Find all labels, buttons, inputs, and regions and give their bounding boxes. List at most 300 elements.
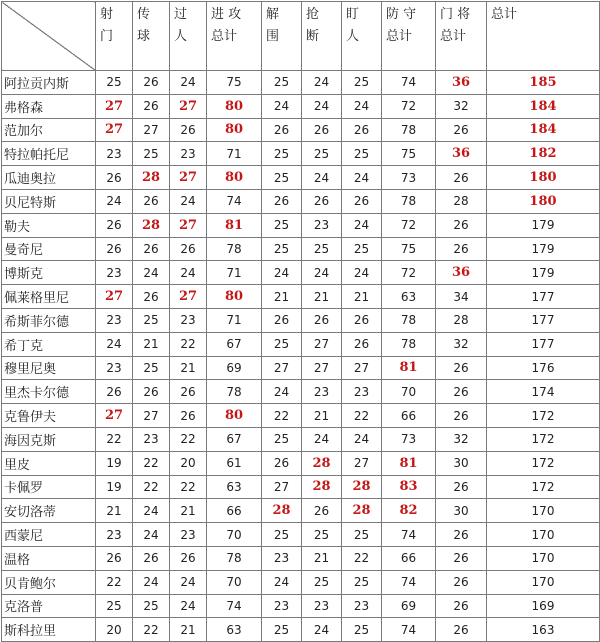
stat-cell: 24 bbox=[170, 71, 207, 95]
table-body bbox=[2, 71, 600, 642]
stat-cell: 25 bbox=[133, 356, 170, 380]
stat-cell: 26 bbox=[302, 118, 342, 142]
stat-cell: 185 bbox=[487, 71, 600, 95]
stat-cell: 71 bbox=[207, 142, 262, 166]
stat-cell: 26 bbox=[436, 237, 487, 261]
stat-cell: 19 bbox=[96, 475, 133, 499]
stat-cell: 184 bbox=[487, 118, 600, 142]
stat-cell: 21 bbox=[133, 332, 170, 356]
stat-cell: 28 bbox=[302, 475, 342, 499]
table-row bbox=[2, 118, 600, 142]
stat-cell: 23 bbox=[96, 142, 133, 166]
stat-cell: 70 bbox=[382, 380, 436, 404]
stat-cell: 21 bbox=[302, 285, 342, 309]
stat-cell: 174 bbox=[487, 380, 600, 404]
stat-cell: 24 bbox=[342, 166, 382, 190]
stat-cell: 24 bbox=[342, 261, 382, 285]
stat-cell: 67 bbox=[207, 332, 262, 356]
stat-cell: 23 bbox=[96, 308, 133, 332]
stat-cell: 24 bbox=[170, 594, 207, 618]
stat-cell: 72 bbox=[382, 261, 436, 285]
stat-cell: 26 bbox=[133, 71, 170, 95]
stat-cell: 23 bbox=[170, 523, 207, 547]
stat-cell: 78 bbox=[382, 189, 436, 213]
stat-cell: 23 bbox=[262, 594, 302, 618]
stat-cell: 24 bbox=[262, 261, 302, 285]
stat-cell: 21 bbox=[262, 285, 302, 309]
column-header-line: 人 bbox=[346, 29, 360, 44]
stat-cell: 179 bbox=[487, 237, 600, 261]
stat-cell: 179 bbox=[487, 213, 600, 237]
stat-cell: 26 bbox=[436, 570, 487, 594]
stat-cell: 24 bbox=[302, 166, 342, 190]
coach-name-cell: 佩莱格里尼 bbox=[2, 285, 96, 309]
column-header-line: 进 攻 bbox=[211, 7, 242, 22]
stat-cell: 24 bbox=[96, 189, 133, 213]
stat-cell: 25 bbox=[302, 142, 342, 166]
stat-cell: 25 bbox=[262, 166, 302, 190]
stat-cell: 72 bbox=[382, 213, 436, 237]
stat-cell: 25 bbox=[342, 618, 382, 642]
stat-cell: 24 bbox=[170, 261, 207, 285]
stat-cell: 26 bbox=[436, 213, 487, 237]
stat-cell: 26 bbox=[302, 499, 342, 523]
table-row bbox=[2, 499, 600, 523]
stat-cell: 66 bbox=[382, 546, 436, 570]
stat-cell: 25 bbox=[342, 71, 382, 95]
coach-name-cell: 克洛普 bbox=[2, 594, 96, 618]
coach-name-cell: 里皮 bbox=[2, 451, 96, 475]
stat-cell: 21 bbox=[170, 356, 207, 380]
stat-cell: 22 bbox=[342, 546, 382, 570]
stat-cell: 28 bbox=[342, 499, 382, 523]
column-header bbox=[436, 2, 487, 71]
table-row bbox=[2, 451, 600, 475]
stat-cell: 176 bbox=[487, 356, 600, 380]
table-row bbox=[2, 523, 600, 547]
table-row bbox=[2, 546, 600, 570]
stat-cell: 24 bbox=[96, 332, 133, 356]
stat-cell: 24 bbox=[262, 570, 302, 594]
stat-cell: 26 bbox=[170, 546, 207, 570]
stat-cell: 26 bbox=[342, 332, 382, 356]
column-header-line: 传 bbox=[137, 7, 151, 22]
stat-cell: 25 bbox=[342, 142, 382, 166]
stat-cell: 24 bbox=[262, 94, 302, 118]
stat-cell: 24 bbox=[133, 261, 170, 285]
stat-cell: 27 bbox=[96, 94, 133, 118]
stat-cell: 26 bbox=[302, 308, 342, 332]
stat-cell: 19 bbox=[96, 451, 133, 475]
stat-cell: 25 bbox=[133, 142, 170, 166]
stat-cell: 24 bbox=[170, 189, 207, 213]
stat-cell: 66 bbox=[207, 499, 262, 523]
stat-cell: 23 bbox=[133, 427, 170, 451]
stat-cell: 170 bbox=[487, 546, 600, 570]
stat-cell: 78 bbox=[382, 308, 436, 332]
stat-cell: 80 bbox=[207, 285, 262, 309]
stat-cell: 27 bbox=[133, 404, 170, 428]
column-header bbox=[342, 2, 382, 71]
stat-cell: 25 bbox=[262, 213, 302, 237]
stat-cell: 26 bbox=[436, 166, 487, 190]
header-row bbox=[2, 2, 600, 71]
stat-cell: 23 bbox=[170, 308, 207, 332]
coach-name-cell: 范加尔 bbox=[2, 118, 96, 142]
stat-cell: 23 bbox=[170, 142, 207, 166]
coach-name-cell: 曼奇尼 bbox=[2, 237, 96, 261]
stat-cell: 78 bbox=[382, 332, 436, 356]
stat-cell: 23 bbox=[342, 380, 382, 404]
stat-cell: 26 bbox=[436, 404, 487, 428]
stat-cell: 24 bbox=[302, 71, 342, 95]
table-row bbox=[2, 618, 600, 642]
stat-cell: 24 bbox=[170, 570, 207, 594]
stat-cell: 22 bbox=[133, 475, 170, 499]
stat-cell: 26 bbox=[342, 118, 382, 142]
stat-cell: 25 bbox=[342, 237, 382, 261]
coach-name-cell: 博斯克 bbox=[2, 261, 96, 285]
stat-cell: 20 bbox=[170, 451, 207, 475]
stat-cell: 75 bbox=[207, 71, 262, 95]
stat-cell: 78 bbox=[382, 118, 436, 142]
stat-cell: 24 bbox=[342, 94, 382, 118]
stat-cell: 26 bbox=[133, 189, 170, 213]
column-header-line: 围 bbox=[266, 29, 280, 44]
stat-cell: 26 bbox=[133, 237, 170, 261]
stat-cell: 24 bbox=[302, 618, 342, 642]
stat-cell: 172 bbox=[487, 475, 600, 499]
stat-cell: 25 bbox=[262, 142, 302, 166]
table-row bbox=[2, 213, 600, 237]
stat-cell: 69 bbox=[382, 594, 436, 618]
stat-cell: 182 bbox=[487, 142, 600, 166]
stat-cell: 82 bbox=[382, 499, 436, 523]
stat-cell: 26 bbox=[96, 237, 133, 261]
stat-cell: 70 bbox=[207, 570, 262, 594]
stat-cell: 74 bbox=[382, 570, 436, 594]
stat-cell: 26 bbox=[133, 546, 170, 570]
stat-cell: 25 bbox=[96, 71, 133, 95]
stat-cell: 26 bbox=[96, 166, 133, 190]
stat-cell: 177 bbox=[487, 285, 600, 309]
stat-cell: 27 bbox=[302, 356, 342, 380]
stat-cell: 22 bbox=[262, 404, 302, 428]
stat-cell: 26 bbox=[436, 475, 487, 499]
stat-cell: 25 bbox=[133, 594, 170, 618]
stat-cell: 172 bbox=[487, 427, 600, 451]
column-header bbox=[170, 2, 207, 71]
stat-cell: 21 bbox=[96, 499, 133, 523]
stat-cell: 22 bbox=[133, 618, 170, 642]
stat-cell: 71 bbox=[207, 261, 262, 285]
stat-cell: 28 bbox=[262, 499, 302, 523]
stat-cell: 163 bbox=[487, 618, 600, 642]
stat-cell: 27 bbox=[302, 332, 342, 356]
stat-cell: 27 bbox=[342, 356, 382, 380]
stat-cell: 61 bbox=[207, 451, 262, 475]
coach-name-cell: 希斯菲尔德 bbox=[2, 308, 96, 332]
stat-cell: 26 bbox=[436, 523, 487, 547]
column-header bbox=[382, 2, 436, 71]
column-header-line: 过 bbox=[174, 7, 188, 22]
coach-name-cell: 瓜迪奥拉 bbox=[2, 166, 96, 190]
stat-cell: 71 bbox=[207, 308, 262, 332]
stat-cell: 74 bbox=[382, 618, 436, 642]
stat-cell: 32 bbox=[436, 427, 487, 451]
stat-cell: 26 bbox=[170, 237, 207, 261]
column-header-line: 总计 bbox=[211, 29, 238, 44]
stat-cell: 21 bbox=[302, 546, 342, 570]
stat-cell: 25 bbox=[262, 523, 302, 547]
stat-cell: 67 bbox=[207, 427, 262, 451]
stat-cell: 27 bbox=[170, 94, 207, 118]
table-row bbox=[2, 332, 600, 356]
column-header-line: 球 bbox=[137, 29, 151, 44]
stat-cell: 28 bbox=[133, 213, 170, 237]
coach-name-cell: 弗格森 bbox=[2, 94, 96, 118]
stat-cell: 25 bbox=[133, 308, 170, 332]
stat-cell: 26 bbox=[262, 118, 302, 142]
column-header bbox=[262, 2, 302, 71]
stat-cell: 23 bbox=[302, 213, 342, 237]
coach-name-cell: 克鲁伊夫 bbox=[2, 404, 96, 428]
stat-cell: 21 bbox=[170, 618, 207, 642]
stat-cell: 80 bbox=[207, 404, 262, 428]
coach-stats-table bbox=[1, 1, 600, 642]
stat-cell: 27 bbox=[262, 356, 302, 380]
stat-cell: 24 bbox=[302, 94, 342, 118]
stat-cell: 26 bbox=[436, 380, 487, 404]
stat-cell: 170 bbox=[487, 570, 600, 594]
stat-cell: 172 bbox=[487, 404, 600, 428]
stat-cell: 24 bbox=[302, 261, 342, 285]
column-header-line: 断 bbox=[306, 29, 320, 44]
stat-cell: 74 bbox=[382, 71, 436, 95]
stat-cell: 26 bbox=[342, 308, 382, 332]
stat-cell: 180 bbox=[487, 189, 600, 213]
coach-name-cell: 特拉帕托尼 bbox=[2, 142, 96, 166]
stat-cell: 23 bbox=[96, 261, 133, 285]
stat-cell: 169 bbox=[487, 594, 600, 618]
stat-cell: 28 bbox=[133, 166, 170, 190]
stat-cell: 22 bbox=[170, 427, 207, 451]
stat-cell: 63 bbox=[382, 285, 436, 309]
stat-cell: 74 bbox=[207, 189, 262, 213]
table-row bbox=[2, 285, 600, 309]
stat-cell: 27 bbox=[342, 451, 382, 475]
stat-cell: 28 bbox=[436, 189, 487, 213]
stat-cell: 36 bbox=[436, 261, 487, 285]
stat-cell: 21 bbox=[302, 404, 342, 428]
stat-cell: 26 bbox=[342, 189, 382, 213]
stat-cell: 74 bbox=[207, 594, 262, 618]
stat-cell: 27 bbox=[133, 118, 170, 142]
stat-cell: 26 bbox=[133, 94, 170, 118]
stat-cell: 63 bbox=[207, 475, 262, 499]
column-header bbox=[133, 2, 170, 71]
coach-name-cell: 贝肯鲍尔 bbox=[2, 570, 96, 594]
stat-cell: 81 bbox=[207, 213, 262, 237]
column-header-line: 总计 bbox=[386, 29, 413, 44]
stat-cell: 177 bbox=[487, 308, 600, 332]
stat-cell: 72 bbox=[382, 94, 436, 118]
column-header-line: 人 bbox=[174, 29, 188, 44]
table-row bbox=[2, 356, 600, 380]
stat-cell: 26 bbox=[436, 594, 487, 618]
stat-cell: 26 bbox=[170, 380, 207, 404]
stat-cell: 25 bbox=[262, 71, 302, 95]
stat-cell: 22 bbox=[96, 427, 133, 451]
stat-cell: 25 bbox=[302, 570, 342, 594]
stat-cell: 23 bbox=[302, 380, 342, 404]
stat-cell: 81 bbox=[382, 356, 436, 380]
stat-cell: 80 bbox=[207, 166, 262, 190]
table-row bbox=[2, 427, 600, 451]
stat-cell: 24 bbox=[133, 523, 170, 547]
stat-cell: 25 bbox=[96, 594, 133, 618]
coach-name-cell: 西蒙尼 bbox=[2, 523, 96, 547]
stat-cell: 180 bbox=[487, 166, 600, 190]
column-header bbox=[96, 2, 133, 71]
column-header-line: 总计 bbox=[440, 29, 467, 44]
stat-cell: 83 bbox=[382, 475, 436, 499]
stat-cell: 26 bbox=[133, 285, 170, 309]
stat-cell: 25 bbox=[302, 523, 342, 547]
stat-cell: 32 bbox=[436, 94, 487, 118]
stat-cell: 36 bbox=[436, 71, 487, 95]
coach-name-cell: 安切洛蒂 bbox=[2, 499, 96, 523]
column-header-line: 门 bbox=[100, 29, 114, 44]
coach-name-cell: 里杰卡尔德 bbox=[2, 380, 96, 404]
stat-cell: 24 bbox=[342, 213, 382, 237]
table-row bbox=[2, 380, 600, 404]
stat-cell: 27 bbox=[170, 213, 207, 237]
coach-name-cell: 卡佩罗 bbox=[2, 475, 96, 499]
stat-cell: 75 bbox=[382, 142, 436, 166]
coach-name-cell: 温格 bbox=[2, 546, 96, 570]
stat-cell: 23 bbox=[262, 546, 302, 570]
coach-name-cell: 阿拉贡内斯 bbox=[2, 71, 96, 95]
table-row bbox=[2, 71, 600, 95]
stat-cell: 25 bbox=[342, 523, 382, 547]
stat-cell: 28 bbox=[436, 308, 487, 332]
stat-cell: 21 bbox=[342, 285, 382, 309]
stat-cell: 30 bbox=[436, 451, 487, 475]
table-row bbox=[2, 261, 600, 285]
stat-cell: 27 bbox=[262, 475, 302, 499]
column-header bbox=[207, 2, 262, 71]
stat-cell: 24 bbox=[302, 427, 342, 451]
table-row bbox=[2, 308, 600, 332]
column-header-line: 盯 bbox=[346, 7, 360, 22]
stat-cell: 184 bbox=[487, 94, 600, 118]
column-header-line: 防 守 bbox=[386, 7, 417, 22]
column-header-line: 门 将 bbox=[440, 7, 471, 22]
stat-cell: 27 bbox=[170, 166, 207, 190]
table-row bbox=[2, 94, 600, 118]
table-row bbox=[2, 189, 600, 213]
stat-cell: 26 bbox=[262, 189, 302, 213]
table-row bbox=[2, 475, 600, 499]
stat-cell: 21 bbox=[170, 499, 207, 523]
coach-name-cell: 穆里尼奥 bbox=[2, 356, 96, 380]
stat-cell: 26 bbox=[436, 546, 487, 570]
stat-cell: 25 bbox=[262, 427, 302, 451]
stat-cell: 27 bbox=[96, 118, 133, 142]
stat-cell: 70 bbox=[207, 523, 262, 547]
stat-cell: 23 bbox=[342, 594, 382, 618]
stat-cell: 26 bbox=[96, 213, 133, 237]
stat-cell: 26 bbox=[436, 118, 487, 142]
stat-cell: 22 bbox=[170, 332, 207, 356]
stat-cell: 80 bbox=[207, 118, 262, 142]
stat-cell: 69 bbox=[207, 356, 262, 380]
stat-cell: 28 bbox=[342, 475, 382, 499]
table-row bbox=[2, 142, 600, 166]
stat-cell: 26 bbox=[96, 380, 133, 404]
stat-cell: 172 bbox=[487, 451, 600, 475]
table-row bbox=[2, 237, 600, 261]
stat-cell: 26 bbox=[133, 380, 170, 404]
stat-cell: 26 bbox=[170, 118, 207, 142]
stat-cell: 27 bbox=[170, 285, 207, 309]
stat-cell: 25 bbox=[262, 332, 302, 356]
stat-cell: 32 bbox=[436, 332, 487, 356]
stat-cell: 26 bbox=[436, 618, 487, 642]
stat-cell: 78 bbox=[207, 546, 262, 570]
stat-cell: 27 bbox=[96, 404, 133, 428]
coach-name-cell: 勒夫 bbox=[2, 213, 96, 237]
stat-cell: 24 bbox=[133, 499, 170, 523]
stat-cell: 24 bbox=[262, 380, 302, 404]
stat-cell: 23 bbox=[96, 523, 133, 547]
stat-cell: 73 bbox=[382, 166, 436, 190]
stat-cell: 27 bbox=[96, 285, 133, 309]
table-row bbox=[2, 570, 600, 594]
stat-cell: 66 bbox=[382, 404, 436, 428]
table-row bbox=[2, 404, 600, 428]
stat-cell: 24 bbox=[342, 427, 382, 451]
coach-name-cell: 斯科拉里 bbox=[2, 618, 96, 642]
stat-cell: 24 bbox=[133, 570, 170, 594]
stat-cell: 20 bbox=[96, 618, 133, 642]
stat-cell: 22 bbox=[170, 475, 207, 499]
stat-cell: 179 bbox=[487, 261, 600, 285]
column-header-line: 抢 bbox=[306, 7, 320, 22]
stat-cell: 75 bbox=[382, 237, 436, 261]
stat-cell: 170 bbox=[487, 499, 600, 523]
stat-cell: 74 bbox=[382, 523, 436, 547]
stat-cell: 26 bbox=[262, 308, 302, 332]
stat-cell: 26 bbox=[96, 546, 133, 570]
stat-cell: 28 bbox=[302, 451, 342, 475]
stat-cell: 25 bbox=[342, 570, 382, 594]
stat-cell: 23 bbox=[96, 356, 133, 380]
column-header bbox=[302, 2, 342, 71]
stat-cell: 25 bbox=[262, 237, 302, 261]
stat-cell: 26 bbox=[302, 189, 342, 213]
table-row bbox=[2, 594, 600, 618]
coach-name-cell: 希丁克 bbox=[2, 332, 96, 356]
stat-cell: 26 bbox=[170, 404, 207, 428]
stat-cell: 25 bbox=[302, 237, 342, 261]
stat-cell: 22 bbox=[133, 451, 170, 475]
column-header-line: 总计 bbox=[491, 7, 518, 22]
stat-cell: 25 bbox=[262, 618, 302, 642]
stat-cell: 30 bbox=[436, 499, 487, 523]
coach-name-cell: 海因克斯 bbox=[2, 427, 96, 451]
